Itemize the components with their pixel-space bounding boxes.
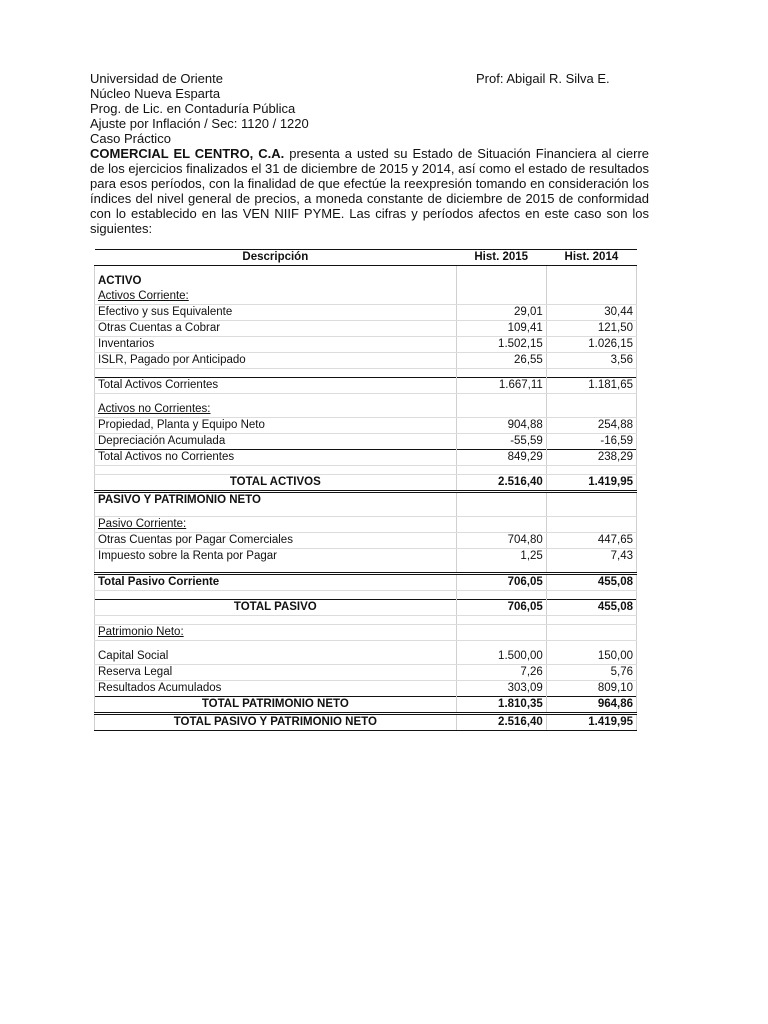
document-page [90,71,650,236]
table-row: ISLR, Pagado por Anticipado 26,55 3,56 [95,353,637,369]
spacer-row [95,616,637,625]
spacer-row [95,508,637,517]
university-name: Universidad de Oriente [90,71,223,86]
section-pasivo-patrimonio: PASIVO Y PATRIMONIO NETO [95,492,637,509]
total-activos-row: TOTAL ACTIVOS 2.516,40 1.419,95 [95,475,637,492]
total-pasivo-corriente-row: Total Pasivo Corriente 706,05 455,08 [95,574,637,591]
table-row: Capital Social 1.500,00 150,00 [95,649,637,665]
spacer-row [95,466,637,475]
table-row: Inventarios 1.502,15 1.026,15 [95,337,637,353]
section-activo: ACTIVO [95,274,637,289]
professor-name: Prof: Abigail R. Silva E. [476,71,610,86]
total-patrimonio-neto-row: TOTAL PATRIMONIO NETO 1.810,35 964,86 [95,697,637,714]
table-row: Efectivo y sus Equivalente 29,01 30,44 [95,305,637,321]
financial-statement-table [94,249,637,731]
table-header-row [95,250,637,266]
intro-paragraph [90,146,649,236]
table-row: Otras Cuentas por Pagar Comerciales 704,80 447,65 [95,533,637,549]
campus-name: Núcleo Nueva Esparta [90,86,221,101]
spacer-row [95,564,637,574]
intro-text: presenta a usted su Estado de Situación Financiera al cierre de los ejercicios finalizados el 31 de diciembre de 2015 y 2014, así como el estado de resultados para esos períodos, con la finalidad de que efectúe la reexpresión tomando en consideración los índices del nivel general de precios, a moneda constante de diciembre de 2015 de conformidad con lo establecido en las VEN NIIF PYME. Las cifras y períodos afectos en este caso son los siguientes: [90,146,650,236]
course-section: Ajuste por Inflación / Sec: 1120 / 1220 [90,116,309,131]
spacer-row [95,641,637,650]
col-header-2014: Hist. 2014 [546,250,636,266]
subsection-patrimonio-neto: Patrimonio Neto: [95,625,637,641]
col-header-description: Descripción [95,250,457,266]
total-activos-corrientes-row: Total Activos Corrientes 1.667,11 1.181,65 [95,378,637,394]
program-name: Prog. de Lic. en Contaduría Pública [90,101,296,116]
company-name: COMERCIAL EL CENTRO, C.A. [90,146,285,161]
total-activos-no-corrientes-row: Total Activos no Corrientes 849,29 238,29 [95,450,637,466]
table-row: Otras Cuentas a Cobrar 109,41 121,50 [95,321,637,337]
table-row: Impuesto sobre la Renta por Pagar 1,25 7,43 [95,549,637,565]
subsection-pasivo-corriente: Pasivo Corriente: [95,517,637,533]
table-row: Depreciación Acumulada -55,59 -16,59 [95,434,637,450]
spacer-row [95,394,637,403]
table-row: Reserva Legal 7,26 5,76 [95,665,637,681]
total-pasivo-patrimonio-row: TOTAL PASIVO Y PATRIMONIO NETO 2.516,40 1.419,95 [95,714,637,731]
subsection-activos-corriente: Activos Corriente: [95,289,637,305]
col-header-2015: Hist. 2015 [456,250,546,266]
table-row: Propiedad, Planta y Equipo Neto 904,88 254,88 [95,418,637,434]
case-title: Caso Práctico [90,131,171,146]
spacer-row [95,591,637,600]
table-row: Resultados Acumulados 303,09 809,10 [95,681,637,697]
document-header [90,71,650,146]
spacer-row [95,369,637,378]
spacer-row [95,266,637,275]
subsection-activos-no-corrientes: Activos no Corrientes: [95,402,637,418]
total-pasivo-row: TOTAL PASIVO 706,05 455,08 [95,600,637,616]
